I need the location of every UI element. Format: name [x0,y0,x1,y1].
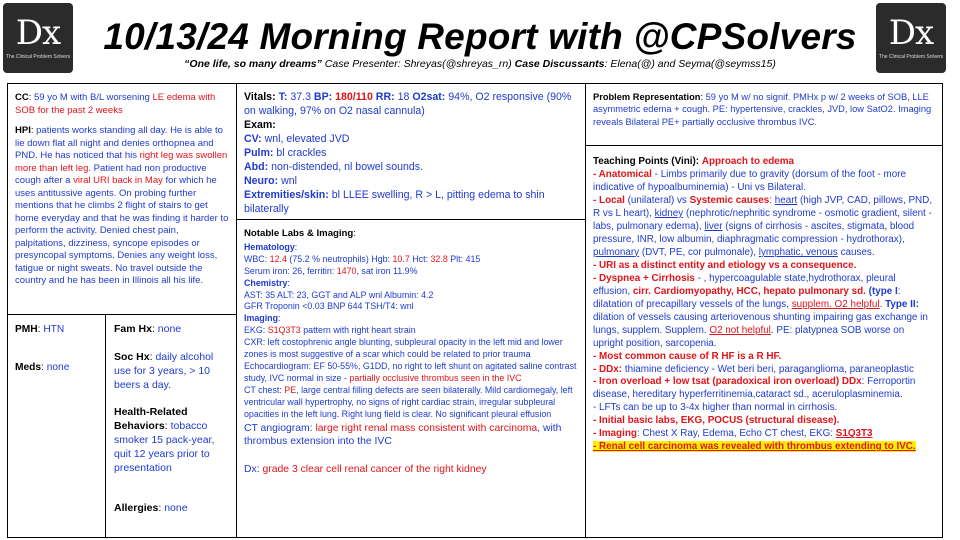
cc-text-b: LE edema with SOB for the past 2 weeks [15,92,216,116]
hpi-text-2: right leg was swollen more than left leg [15,150,228,174]
cta-finding: large right renal mass consistent with carcinoma [315,422,538,434]
ext-label: Extremities/skin: [244,188,329,201]
chief-complaint: CC: 59 yo M with B/L worsening LE edema with SOB for the past 2 weeks [15,92,216,116]
anatomical-text: - Limbs primarily due to gravity (dorsum of the foot - more indicative of hypoalbuminemia) - Uni vs Bilateral. [593,168,907,193]
hematology: Hematology: WBC: 12.4 (75.2 % neutrophils) Hgb: 10.7 Hct: 32.8 Plt: 415 Serum iron: 26, ferritin: 1470, sat iron 11.9% [244,241,481,276]
abd-value: non-distended, nl bowel sounds. [271,160,424,173]
behaviors-value: tobacco smoker 15 pack-year, quit 12 years prior to presentation [114,420,215,474]
bp-label: BP: [313,91,333,103]
teaching-lft [593,402,935,415]
bp-value: 180/110 [335,91,373,103]
case-credits: “One life, so many dreams” Case Presenter: Shreyas(@shreyas_rn) Case Discussants: Elena(@) and Seyma(@seymss15) [184,58,776,70]
ddx-label: - DDx: [593,363,623,375]
allergies-label: Allergies [114,501,159,514]
labs-imaging-panel [236,219,586,538]
cta-label: CT angiogram: [244,422,313,434]
teaching-local-systemic: - Local (unilateral) vs Systemic causes: heart (high JVP, CAD, pillows, PND, R vs L heart), kidney (nephrotic/nephritic syndrome - osmotic gradient, silent - labs, pulmonary edema), liver (signs of cirrhosis - ascites, stigmata, blood pressure, INR, low albumin, diaphragmatic compression - hydrothorax), pulmonary (DVT, PE, cor pulmonale), lymphatic, venous causes. [593,194,933,258]
teaching-dyspnea: - Dyspnea + Cirrhosis - , hypercoagulable state,hydrothorax, pleural effusion, cirr. Cardiomyopathy, HCC, hepato pulmonary sd. (type I: dilatation of precapillary vessels of the lungs, supplem. O2 helpful. Type II: dilation of vessels causing arteriovenous shunting impairing gas exchange in lungs, supplem. Supplem. O2 not helpful. PE: platypnea SOB worse on upright position, sarcopenia. [593,272,928,349]
ekg-label: EKG: [244,325,266,336]
behaviors-label: Health-Related Behaviors [114,406,188,433]
problem-text: 59 yo M w/ no signif. PMHx p w/ 2 weeks of SOB, LLE asymmetric edema + cough. PE: hypertensive, crackles, JVD, low SatO2. Imaging reveals Bilateral PE+ partially occlusive thrombus IVC. [593,92,932,127]
pmh-meds-panel [7,314,106,538]
allergies: Allergies: none [114,501,188,514]
page-title: 10/13/24 Morning Report with @CPSolvers [103,16,857,57]
allergies-value: none [164,501,188,514]
rr-label: RR: [375,91,395,103]
imaging-point-text: : Chest X Ray, Edema, Echo CT chest, EKG: [636,428,834,440]
heart-text: (high JVP, CAD, pillows, PND, R vs L heart), [593,194,933,219]
chem-label: Chemistry [244,277,288,288]
teaching-label: Teaching Points (Vini): [593,156,700,167]
echo-finding: partially occlusive thrombus seen in the IVC [349,372,522,383]
hpi-text-4: viral URI back in May [73,175,163,187]
ddx-text: thiamine deficiency - Wet beri beri, paraganglioma, paraneoplastic [624,363,914,375]
dyspnea-text: - , hypercoagulable state,hydrothorax, pleural effusion, [593,272,896,297]
logo-subtext: The Clinical Problem Solvers [878,54,944,60]
family-history: Fam Hx: none [114,323,182,335]
imaging-label: Imaging [244,313,279,324]
problem-label: Problem Representation [593,92,701,102]
kidney-text: (nephrotic/nephritic syndrome - osmotic gradient, silent - labs, pulmonary edema), [593,207,932,232]
teaching-anatomical [593,169,935,195]
dyspnea-label: - Dyspnea + Cirrhosis [593,272,695,284]
dx-label: Dx: [244,463,260,475]
iron-label: Serum iron: 26, ferritin: [244,265,335,276]
discussants-label: Case Discussants [514,58,605,70]
teaching-ddx [593,364,935,377]
cc-text-a: 59 yo M with B/L worsening [34,92,150,103]
case-quote: “One life, so many dreams” [184,58,322,70]
final-diagnosis-point: - Renal cell carcinoma was revealed with thrombus extending to IVC. [593,441,916,453]
soc-label: Soc Hx [114,350,150,363]
hpi: HPI: patients works standing all day. He is able to lie down flat all night and denies orthopnea and PND. He has noticed that his right leg was swollen more than left leg. Patient had non productive cough after a viral URI back in May for which he uses antitussive agents. On probing further mentions that he climbs 2 flight of stairs to get home everyday and that he was finding it harder to perform the activity. Denied chest pain, palpitations, dizziness, syncope episodes or presyncopal symptoms. Denies any weight loss, fatigue or night sweats. No travel outside the country and he has been in Illinois all his life. [15,125,229,287]
temp-value: 37.3 [290,91,311,103]
kidney-cause: kidney [654,207,684,219]
hct-label: Hct: [412,253,429,264]
hpi-text-1: patients works standing all day. He is able to lie down flat all night and denies orthopnea and PND. He has noticed that his [15,125,223,162]
ferritin-value: 1470 [336,265,357,276]
o2-label: O2sat: [412,91,446,103]
lymphatic-cause: lymphatic, venous [758,246,838,258]
imaging-ekg-finding: S1Q3T3 [835,428,873,440]
local-text: (unilateral) vs [627,194,687,206]
hpi-text-5: for which he uses antitussive agents. On probing further mentions that he climbs 2 flight of stairs to get home everyday and that he was finding it harder to perform the activity. Denied chest pain, palpitations, dizziness, syncope episodes or presyncopal symptoms. Denies any weight loss, fatigue or night sweats. No travel outside the country and he has been in Illinois all his life. [15,175,229,287]
social-history: Soc Hx: daily alcohol use for 3 years, > 10 beers a day. [114,350,214,391]
vitals-exam-panel [236,83,586,220]
type-ii-label: Type II: [885,298,919,310]
abd-label: Abd: [244,160,269,173]
rr-value: 18 [397,91,410,103]
cta-text: , with thrombus extension into the IVC [244,422,562,448]
hpi-text-3: . Patient had non productive cough after a [15,162,207,187]
chem-line-2: GFR Troponin <0.03 BNP 644 TSH/T4: wnl [244,301,414,312]
chemistry: Chemistry: AST: 35 ALT: 23, GGT and ALP wnl Albumin: 4.2 GFR Troponin <0.03 BNP 644 TSH/T4: wnl [244,277,434,312]
cv-label: CV: [244,132,262,145]
ct-label: CT chest: [244,384,282,395]
initial-labs-point: - Initial basic labs, EKG, POCUS (structural disease). [593,415,840,427]
temp-label: T: [278,91,288,103]
liver-cause: liver [704,220,723,232]
iron-overload-label: - Iron overload + low tsat (paradoxical iron overload) DDx [593,376,862,388]
problem-representation-panel: Problem Representation: 59 yo M w/ no signif. PMHx p w/ 2 weeks of SOB, LLE asymmetric edema + cough. PE: hypertensive, crackles, JVD, low SatO2. Imaging reveals Bilateral PE+ partially occlusive thrombus IVC. [585,83,943,146]
hgb-label: (75.2 % neutrophils) Hgb: [289,253,391,264]
chem-line-1: AST: 35 ALT: 23, GGT and ALP wnl Albumin: 4.2 [244,289,434,300]
lft-point: - LFTs can be up to 3-4x higher than normal in cirrhosis. [593,402,838,414]
hct-value: 32.8 [430,253,448,264]
type-i-text: : dilatation of precapillary vessels of the lungs, [593,285,901,310]
neuro-label: Neuro: [244,174,279,187]
vitals [244,91,578,119]
teaching-common-cause [593,351,935,364]
discussants-names: Elena(@) and Seyma(@seymss15) [610,58,776,70]
cc-label: CC [15,92,29,103]
o2-helpful: supplem. O2 helpful [791,298,880,310]
meds-label: Meds [15,362,42,374]
meds: Meds: none [15,362,70,374]
logo-subtext: The Clinical Problem Solvers [5,54,71,60]
soc-value: daily alcohol use for 3 years, > 10 beers a day. [114,350,214,391]
dx-value: grade 3 clear cell renal cancer of the right kidney [262,463,487,475]
ext-value: bl LLEE swelling, R > L, pitting edema to shin bilaterally [244,188,545,215]
sat-iron-value: , sat iron 11.9% [356,265,418,276]
type-i-label: (type I [868,285,898,297]
history-panel [105,314,237,538]
systemic-label: Systemic causes [689,194,770,206]
wbc-label: WBC: [244,253,268,264]
pmh-label: PMH [15,324,38,335]
type-ii-text: dilation of vessels causing arteriovenous shunting impairing gas exchange in lungs, supplem. Supplem. [593,311,928,336]
teaching-iron [593,376,935,402]
common-cause-point: - Most common cause of R HF is a R HF. [593,350,782,362]
labs-title-row: Notable Labs & Imaging: [244,228,356,239]
heme-label: Hematology [244,241,295,252]
vitals-label: Vitals: [244,91,276,103]
platypnea-text: . PE: platypnea SOB worse on upright position, sarcopenia. [593,324,905,349]
liver-text: (signs of cirrhosis - ascites, stigmata, blood pressure, INR, low albumin, diaphragmatic compression - hydrothorax), [593,220,915,245]
wbc-value: 12.4 [269,253,287,264]
labs-title: Notable Labs & Imaging [244,228,354,239]
hpi-label: HPI [15,125,31,137]
presenter-label: Case Presenter [324,58,398,70]
ct-angiogram [244,422,578,449]
ct-finding: PE [284,384,297,395]
presenter-name: Shreyas(@shreyas_rn) [403,58,512,70]
echo-text: Echocardiogram: EF 50-55%, G1DD, no right to left shunt on agitated saline contrast study, IVC normal in size - [244,361,577,383]
ekg-rest: pattern with right heart strain [303,325,416,336]
local-label: - Local [593,194,625,206]
cc-hpi-panel [7,83,237,315]
logo-mark: Dx [888,13,934,53]
pulm-label: Pulm: [244,146,274,159]
plt-value: Plt: 415 [450,253,481,264]
health-behaviors: Health-Related Behaviors: tobacco smoker 15 pack-year, quit 12 years prior to presentation [114,406,215,474]
logo-mark: Dx [15,13,61,53]
imaging-point-label: - Imaging [593,428,637,440]
cirrhosis-causes: cirr. Cardiomyopathy, HCC, hepato pulmonary sd. [632,285,866,297]
exam-label: Exam: [244,118,276,131]
teaching-uri [593,260,935,273]
imaging: Imaging: EKG: S1Q3T3 pattern with right heart strain CXR: left costophrenic angle blunting, subpleural opacity in the left mid and lower zones is most suggestive of a scar which could be related to prior trauma Echocardiogram: EF 50-55%, G1DD, no right to left shunt on agitated saline contrast study, IVC normal in size - partially occlusive thrombus seen in the IVC CT chest: PE, large central filling defects are seen bilaterally. Mild cardiomegaly, left ventricular wall hypertrophy, no signs of right cardiac strain, irregular subpleural opacities in the left lung. Right lung field is clear. No significant pleural effusion [244,313,577,419]
cxr-text: CXR: left costophrenic angle blunting, subpleural opacity in the left mid and lower zones is most suggestive of a scar which could be related to prior trauma [244,337,563,360]
iron-overload-text: : Ferroportin disease, hereditary hyperferritinemia,cataract sd., aceruloplasminemia. [593,376,916,401]
fam-value: none [157,323,182,335]
meds-value: none [46,362,70,374]
anatomical-label: - Anatomical [593,168,652,180]
lymphatic-text: causes. [840,246,875,258]
exam [244,119,578,217]
ct-text: , large central filling defects are seen bilaterally. Mild cardiomegaly, left ventricular wall hypertrophy, no signs of right cardiac strain, irregular subpleural opacities in the left lung. Right lung field is clear. No significant pleural effusion [244,384,573,419]
teaching-points-panel [585,145,943,538]
o2-value: 94%, O2 responsive (90% on walking, 97% on O2 nasal cannula) [244,91,572,117]
pulm-value: bl crackles [276,146,327,159]
hgb-value: 10.7 [392,253,410,264]
fam-label: Fam Hx [114,323,152,335]
pmh-value: HTN [43,324,65,335]
cv-value: wnl, elevated JVD [264,132,350,145]
teaching-topic: Approach to edema [701,156,795,167]
neuro-value: wnl [281,174,297,187]
teaching-heading [593,156,935,169]
o2-not-helpful: O2 not helpful [709,324,771,336]
heart-cause: heart [774,194,798,206]
teaching-initial [593,415,935,428]
teaching-final [593,441,935,454]
pulmonary-cause: pulmonary [593,246,640,258]
teaching-imaging [593,428,935,441]
pmh: PMH: HTN [15,324,65,335]
pulmonary-text: (DVT, PE, cor pulmonale), [641,246,757,258]
uri-point: - URI as a distinct entity and etiology vs a consequence. [593,259,857,271]
ekg-finding: S1Q3T3 [267,325,301,336]
diagnosis [244,463,578,477]
